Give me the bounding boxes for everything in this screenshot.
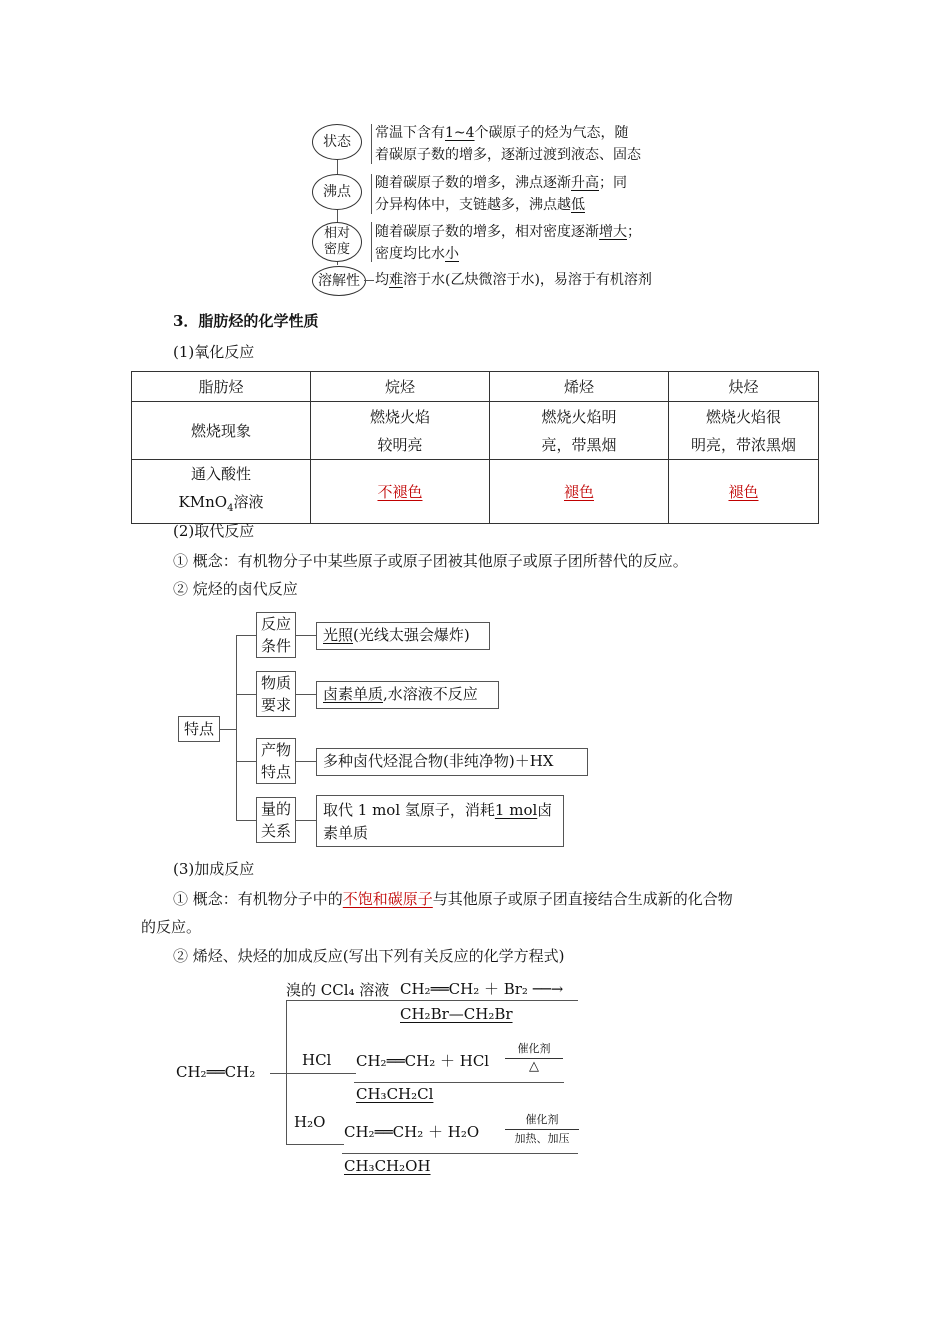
feature-value: 取代 1 mol 氢原子，消耗1 mol卤 素单质 bbox=[316, 795, 564, 847]
density-text-line2: 密度均比水小 bbox=[375, 246, 459, 262]
table-cell: 燃烧火焰 较明亮 bbox=[311, 402, 490, 460]
condition-2 bbox=[505, 1040, 563, 1074]
connector bbox=[296, 635, 316, 636]
feature-value: 光照(光线太强会爆炸) bbox=[316, 622, 490, 650]
density-oval: 相对 密度 bbox=[312, 222, 362, 262]
boiling-blank-2: 低 bbox=[571, 197, 585, 213]
connector bbox=[236, 761, 256, 762]
solubility-label: 溶解性 bbox=[318, 273, 360, 289]
equation-3: CH₂══CH₂ ＋ H₂O bbox=[344, 1123, 480, 1141]
connector bbox=[286, 1000, 287, 1144]
table-header: 烷烃 bbox=[311, 372, 490, 402]
boiling-text-line1: 随着碳原子数的增多，沸点逐渐升高；同 bbox=[375, 175, 627, 191]
addition-concept-line2: 的反应。 bbox=[141, 918, 202, 936]
feature-label: 物质 要求 bbox=[256, 671, 296, 717]
table-cell: 燃烧现象 bbox=[132, 402, 311, 460]
reagent-h2o: H₂O bbox=[294, 1113, 326, 1131]
reagent-hcl: HCl bbox=[302, 1051, 332, 1069]
product-2: CH₃CH₂Cl bbox=[356, 1085, 434, 1103]
density-bracket bbox=[371, 222, 372, 262]
oxidation-heading: (1)氧化反应 bbox=[173, 343, 255, 361]
section-title: 3．脂肪烃的化学性质 bbox=[173, 312, 319, 330]
table-row bbox=[132, 460, 819, 524]
addition-subheading: ② 烯烃、炔烃的加成反应(写出下列有关反应的化学方程式) bbox=[173, 947, 565, 965]
density-blank: 增大 bbox=[599, 224, 627, 240]
connector bbox=[220, 729, 236, 730]
arrow bbox=[505, 1058, 563, 1059]
connector bbox=[286, 1144, 344, 1145]
connector bbox=[236, 820, 256, 821]
table-cell: 燃烧火焰很 明亮，带浓黑烟 bbox=[669, 402, 819, 460]
connector bbox=[236, 635, 237, 820]
boiling-oval bbox=[312, 174, 362, 210]
connector bbox=[296, 694, 316, 695]
feature-value: 多种卤代烃混合物(非纯净物)＋HX bbox=[316, 748, 588, 776]
boiling-text-line2: 分异构体中，支链越多，沸点越低 bbox=[375, 197, 585, 213]
state-text-line2: 着碳原子数的增多，逐渐过渡到液态、固态 bbox=[375, 147, 641, 163]
catalyst-label: 催化剂 bbox=[517, 1042, 551, 1055]
halogenation-heading: ② 烷烃的卤代反应 bbox=[173, 580, 298, 598]
state-blank: 1~4 bbox=[445, 125, 475, 141]
density-blank-2: 小 bbox=[445, 246, 459, 262]
addition-concept: ① 概念：有机物分子中的不饱和碳原子与其他原子或原子团直接结合生成新的化合物 bbox=[173, 890, 733, 908]
table-cell bbox=[669, 460, 819, 524]
condition-3 bbox=[505, 1111, 579, 1146]
boiling-blank: 升高 bbox=[571, 175, 599, 191]
solubility-dash bbox=[364, 280, 374, 281]
feature-label: 产物 特点 bbox=[256, 738, 296, 784]
table-cell: 通入酸性 KMnO$_4$溶液 bbox=[132, 460, 311, 524]
state-bracket bbox=[371, 124, 372, 164]
table-row bbox=[132, 402, 819, 460]
connector bbox=[270, 1073, 286, 1074]
product-1: CH₂Br—CH₂Br bbox=[400, 1005, 513, 1023]
feature-label: 量的 关系 bbox=[256, 797, 296, 843]
oxidation-table bbox=[131, 371, 819, 524]
heat-label: △ bbox=[529, 1059, 539, 1074]
density-text-line1: 随着碳原子数的增多，相对密度逐渐增大； bbox=[375, 224, 641, 240]
equation-1: CH₂══CH₂ ＋ Br₂ ──→ bbox=[400, 980, 564, 998]
boiling-bracket bbox=[371, 174, 372, 214]
catalyst-label: 催化剂 bbox=[525, 1113, 559, 1126]
equation-rule bbox=[342, 1153, 578, 1154]
product-3: CH₃CH₂OH bbox=[344, 1157, 431, 1175]
connector bbox=[286, 1073, 356, 1074]
table-header: 炔烃 bbox=[669, 372, 819, 402]
solubility-text: 均难溶于水(乙炔微溶于水)，易溶于有机溶剂 bbox=[375, 272, 652, 288]
connector bbox=[236, 635, 256, 636]
solubility-blank: 难 bbox=[389, 272, 403, 288]
substitution-heading: (2)取代反应 bbox=[173, 522, 255, 540]
answer-blank: 褪色 bbox=[563, 482, 594, 501]
connector bbox=[296, 761, 316, 762]
solubility-oval bbox=[312, 266, 366, 296]
reactant-ethene: CH₂══CH₂ bbox=[176, 1063, 256, 1081]
answer-blank: 不褪色 bbox=[377, 482, 423, 501]
connector bbox=[296, 820, 316, 821]
table-cell bbox=[311, 460, 490, 524]
condition-label: 加热、加压 bbox=[514, 1132, 570, 1145]
equation-rule bbox=[354, 1082, 564, 1083]
feature-value: 卤素单质,水溶液不反应 bbox=[316, 681, 499, 709]
answer-blank: 不饱和碳原子 bbox=[342, 890, 433, 908]
connector bbox=[286, 1000, 398, 1001]
boiling-label: 沸点 bbox=[323, 184, 351, 200]
substitution-concept: ① 概念：有机物分子中某些原子或原子团被其他原子或原子团所替代的反应。 bbox=[173, 552, 688, 570]
table-header: 烯烃 bbox=[490, 372, 669, 402]
addition-heading: (3)加成反应 bbox=[173, 860, 255, 878]
state-oval bbox=[312, 124, 362, 160]
equation-2: CH₂══CH₂ ＋ HCl bbox=[356, 1052, 490, 1070]
table-header-row bbox=[132, 372, 819, 402]
features-root: 特点 bbox=[178, 716, 220, 742]
equation-rule bbox=[398, 1000, 578, 1001]
table-cell bbox=[490, 460, 669, 524]
table-cell: 燃烧火焰明 亮，带黑烟 bbox=[490, 402, 669, 460]
feature-label: 反应 条件 bbox=[256, 612, 296, 658]
table-header: 脂肪烃 bbox=[132, 372, 311, 402]
state-text-line1: 常温下含有1~4个碳原子的烃为气态，随 bbox=[375, 125, 629, 141]
reagent-br2: 溴的 CCl₄ 溶液 bbox=[286, 981, 390, 999]
connector bbox=[236, 694, 256, 695]
answer-blank: 褪色 bbox=[728, 482, 759, 501]
state-label: 状态 bbox=[323, 134, 351, 150]
